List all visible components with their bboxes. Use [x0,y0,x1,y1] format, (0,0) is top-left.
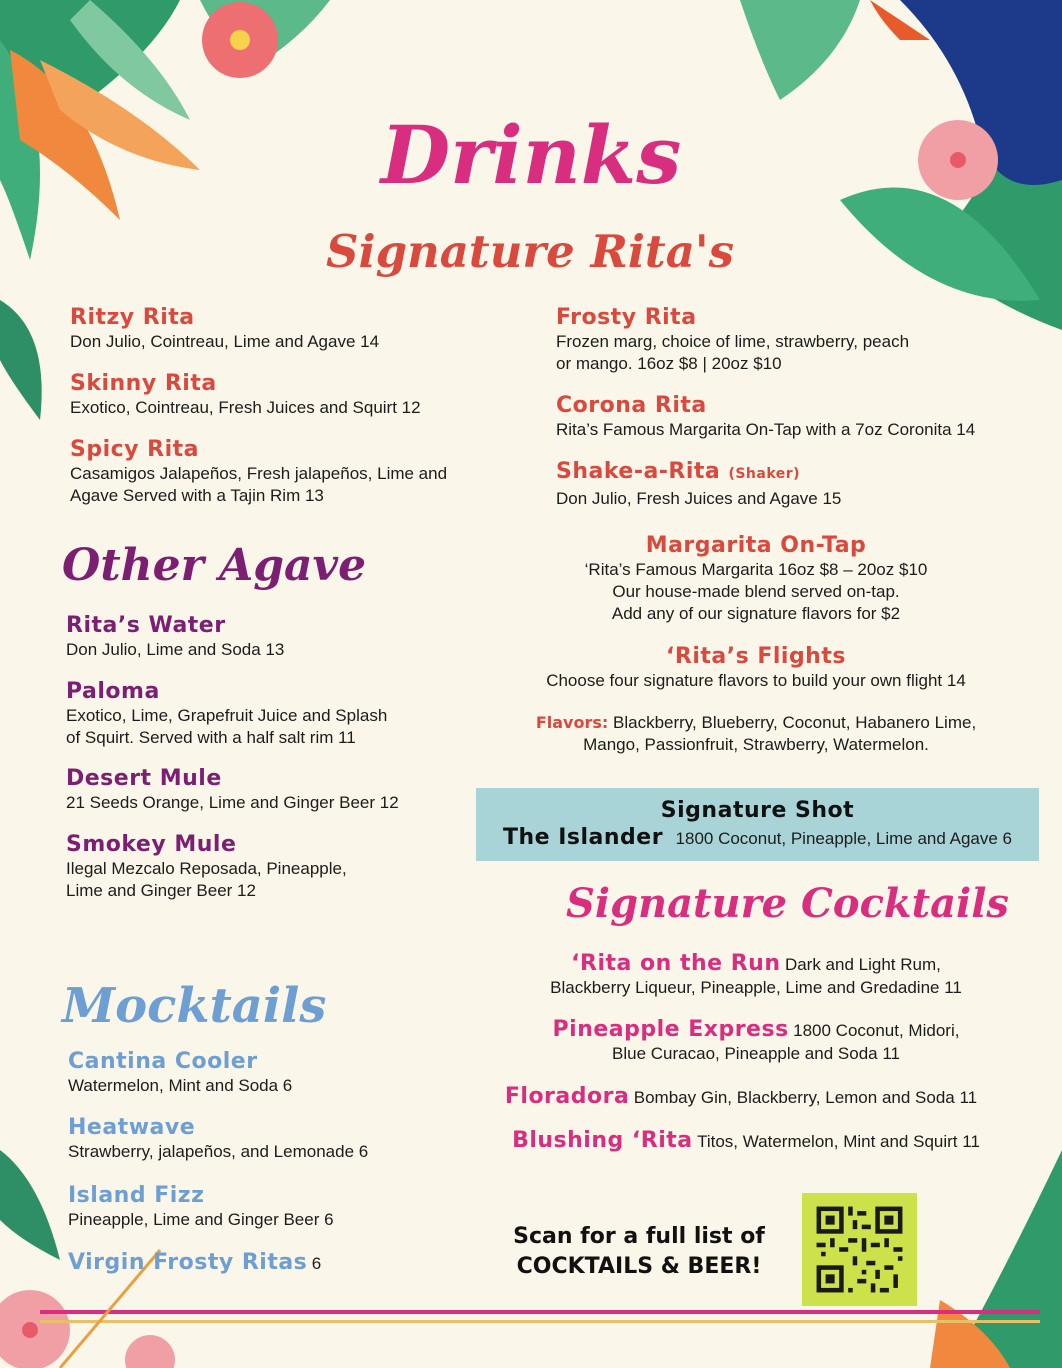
menu-item [556,304,909,375]
item-name: Rita’s Water [66,613,226,638]
item-description: Don Julio, Cointreau, Lime and Agave 14 [70,332,380,351]
item-description: Lime and Ginger Beer 12 [66,881,256,900]
item-name: Island Fizz [68,1183,205,1208]
menu-item [66,765,399,814]
item-description: Our house-made blend served on-tap. [612,582,900,601]
item-name: ‘Rita’s Flights [666,644,846,669]
qr-promo-line: Scan for a full list of [513,1224,765,1249]
item-description: Pineapple, Lime and Ginger Beer 6 [68,1210,334,1229]
item-description: Agave Served with a Tajin Rim 13 [70,486,324,505]
item-name: Pineapple Express [552,1017,789,1042]
menu-item [66,678,387,749]
item-description: Blackberry Liqueur, Pineapple, Lime and Gredadine 11 [550,978,962,997]
item-description: or mango. 16oz $8 | 20oz $10 [556,354,782,373]
menu-item [68,1182,334,1231]
item-description: Don Julio, Lime and Soda 13 [66,640,285,659]
hibiscus-flower-icon [0,1290,175,1368]
item-line [476,1016,1036,1043]
item-description: Don Julio, Fresh Juices and Agave 15 [556,489,842,508]
menu-item [66,831,347,902]
section-title-signature-ritas: Signature Rita's [326,225,734,278]
item-name: Ritzy Rita [70,305,195,330]
section-title-signature-cocktails: Signature Cocktails [566,880,1009,927]
menu-item [70,370,421,419]
menu-item [476,1083,1006,1110]
section-title-other-agave: Other Agave [62,540,367,591]
margarita-on-tap [476,532,1036,625]
item-description: of Squirt. Served with a half salt rim 11 [66,728,356,747]
tropical-leaf-icon [0,1150,60,1260]
item-description: Add any of our signature flavors for $2 [611,604,901,623]
item-name: Cantina Cooler [68,1049,258,1074]
signature-shot-line [476,824,1039,851]
item-description: Titos, Watermelon, Mint and Squirt 11 [697,1132,980,1151]
item-description: Frozen marg, choice of lime, strawberry, peach [556,332,910,351]
item-description: Blue Curacao, Pineapple and Soda 11 [612,1044,900,1063]
menu-item [556,392,975,441]
item-name: Heatwave [68,1115,196,1140]
item-name: ‘Rita on the Run [571,951,781,976]
qr-promo-text [482,1222,796,1282]
ritas-flights [476,643,1036,692]
menu-item [556,458,841,510]
hibiscus-flower-icon [202,2,278,78]
item-name: Smokey Mule [66,832,237,857]
item-description: ‘Rita’s Famous Margarita 16oz $8 – 20oz $10 [584,560,928,579]
item-note: (Shaker) [728,466,801,482]
item-name: The Islander [502,825,664,850]
item-name: Skinny Rita [70,371,217,396]
item-description: Dark and Light Rum, [784,955,941,974]
item-description: 1800 Coconut, Midori, [793,1021,960,1040]
item-description: Strawberry, jalapeños, and Lemonade 6 [68,1142,369,1161]
menu-item [476,950,1036,999]
item-name [556,458,841,488]
item-description: Casamigos Jalapeños, Fresh jalapeños, Lime and [70,464,448,483]
page-title: Drinks [380,108,682,202]
flavors-text: Blackberry, Blueberry, Coconut, Habanero Lime, [613,713,977,732]
item-name: Blushing ‘Rita [512,1128,693,1153]
item-name: Desert Mule [66,766,222,791]
item-name: Spicy Rita [70,437,200,462]
item-name: Corona Rita [556,393,707,418]
menu-item [68,1249,321,1276]
menu-item [66,612,284,661]
item-name: Paloma [66,679,160,704]
menu-item [68,1114,368,1163]
item-line [476,950,1036,977]
flavors-line [476,712,1036,734]
item-description: Exotico, Lime, Grapefruit Juice and Splash [66,706,388,725]
menu-item [476,1016,1036,1065]
flavors-list [476,712,1036,756]
menu-item [70,436,447,507]
tropical-leaf-icon [930,1150,1062,1368]
item-description: Exotico, Cointreau, Fresh Juices and Squirt 12 [70,398,421,417]
signature-shot-box [476,788,1039,861]
item-description: Bombay Gin, Blackberry, Lemon and Soda 11 [633,1088,978,1107]
item-description: 1800 Coconut, Pineapple, Lime and Agave 6 [675,829,1013,848]
item-name: Floradora [504,1084,630,1109]
qr-code[interactable] [802,1193,917,1306]
item-name: Margarita On-Tap [645,533,867,558]
item-description: 21 Seeds Orange, Lime and Ginger Beer 12 [66,793,399,812]
item-description: Ilegal Mezcalo Reposada, Pineapple, [66,859,347,878]
item-description: Choose four signature flavors to build your own flight 14 [546,671,966,690]
item-description: Watermelon, Mint and Soda 6 [68,1076,293,1095]
tropical-leaf-icon [0,0,330,420]
menu-item [476,1127,1016,1154]
item-name: Frosty Rita [556,305,697,330]
signature-shot-heading: Signature Shot [660,798,855,823]
qr-code-icon [802,1193,917,1306]
menu-item [68,1048,292,1097]
qr-promo-line: COCKTAILS & BEER! [516,1254,762,1279]
item-name-text: Shake-a-Rita [556,459,721,484]
section-title-mocktails: Mocktails [62,978,327,1034]
flavors-label: Flavors: [535,713,609,732]
menu-item [70,304,379,353]
item-name: Virgin Frosty Ritas [68,1250,308,1275]
item-description: Rita’s Famous Margarita On-Tap with a 7oz Coronita 14 [556,420,976,439]
item-price: 6 [311,1254,322,1273]
flavors-line: Mango, Passionfruit, Strawberry, Watermelon. [583,735,929,754]
